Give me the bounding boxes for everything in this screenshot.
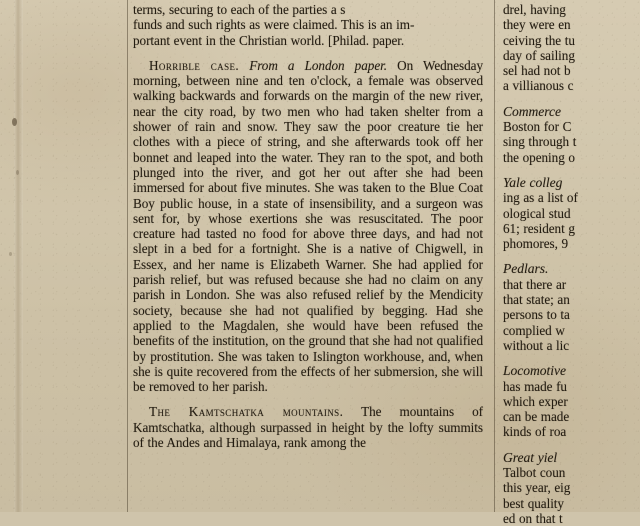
clipped-line: ceiving the tu (503, 32, 575, 48)
paper-fold-crease (14, 0, 23, 512)
paragraph-spacer (503, 440, 640, 450)
right-column-clipped (503, 0, 640, 526)
clipped-line: that state; an (503, 292, 570, 308)
clipped-line: kinds of roa (503, 424, 567, 440)
clipped-line: can be made (503, 409, 570, 425)
clipped-line: without a lic (503, 337, 570, 353)
top-fragment-line-1: terms, securing to each of the parties a s (133, 2, 346, 17)
clipped-line: which exper (503, 393, 568, 409)
article-kamtschatka-mountains (133, 404, 483, 450)
clipped-line: day of sailing (503, 47, 575, 63)
paragraph-spacer (503, 353, 640, 363)
clipped-line: best quality (503, 495, 564, 511)
column-rule-left (127, 0, 128, 512)
clipped-line: drel, having (503, 2, 566, 17)
main-column (133, 0, 483, 450)
article-body: On Wednesday morning, between nine and ten o'clock, a female was observed walking backwards and forwards on the margin of the new river, near the city road, by two men who had taken shelter from a shower of rain and snow. They saw the poor creature tie her clothes with a piece of string, and she afterwards took off her bonnet and leaped into the water. They ran to the spot, and both plunged into the river, and got her out after she had been immersed for about five minutes. She was taken to the Blue Coat Boy public house, in a state of insensibility, and a surgeon was sent for, by whose exertions she was resuscitated. The poor creature had tasted no food for above three days, and had not slept in a bed for a fortnight. She is a native of Chigwell, in Essex, and her name is Elizabeth Warner. She had applied for parish relief, but was refused because she had no claim on any parish in London. She was also refused relief by the Mendicity society, because she had not qualified by begging. Had she applied to the Magdalen, she would have been refused the benefits of the institution, on the ground that she had not qualified by prostitution. She was taken to Islington workhouse, and, when she is quite recovered from the effects of her submersion, she will be removed to her parish. (133, 57, 484, 395)
paragraph-spacer (503, 94, 640, 104)
clipped-line: phomores, 9 (503, 236, 569, 252)
article-horrible-case (133, 58, 483, 395)
clipped-line: persons to ta (503, 307, 570, 323)
article-heading: Horrible case. (149, 57, 240, 73)
clipped-line: Talbot coun (503, 465, 566, 481)
paragraph-spacer (133, 48, 483, 58)
paragraph-spacer (503, 251, 640, 261)
clipped-heading-great-yield: Great yiel (503, 449, 558, 465)
clipped-line: ological stud (503, 205, 571, 221)
ink-blot (12, 118, 17, 126)
clipped-heading-pedlars: Pedlars. (503, 261, 549, 277)
paragraph-spacer (503, 165, 640, 175)
clipped-line: the opening o (503, 149, 575, 165)
clipped-line: this year, eig (503, 480, 571, 496)
clipped-line: they were en (503, 17, 571, 33)
clipped-heading-commerce: Commerce (503, 103, 561, 119)
clipped-line: sing through t (503, 134, 577, 150)
clipped-heading-yale-college: Yale colleg (503, 174, 563, 190)
article-source: From a London paper. (249, 57, 387, 73)
article-body: The mountains of Kamtschatka, although surpassed in height by the lofty summits of the Andes and Himalaya, rank among the (133, 404, 483, 451)
clipped-line: 61; resident g (503, 220, 575, 236)
ink-blot (16, 170, 19, 175)
clipped-line: ed on that t (503, 510, 563, 526)
clipped-line: a villianous c (503, 78, 574, 94)
clipped-line: ing as a list of (503, 190, 578, 206)
top-fragment-line-3: portant event in the Christian world. [Philad. paper. (133, 32, 405, 48)
article-heading: The Kamtschatka mountains. (149, 404, 344, 420)
clipped-line: complied w (503, 322, 565, 338)
clipped-line: has made fu (503, 378, 567, 394)
clipped-heading-locomotive: Locomotive (503, 363, 566, 379)
ink-blot (9, 252, 12, 256)
clipped-line: Boston for C (503, 119, 572, 135)
clipped-line: that there ar (503, 276, 567, 292)
top-fragment-line-2: funds and such rights as were claimed. This is an im- (133, 17, 415, 33)
paragraph-spacer (133, 394, 483, 404)
column-rule-right (494, 0, 495, 512)
clipped-line: sel had not b (503, 63, 571, 79)
